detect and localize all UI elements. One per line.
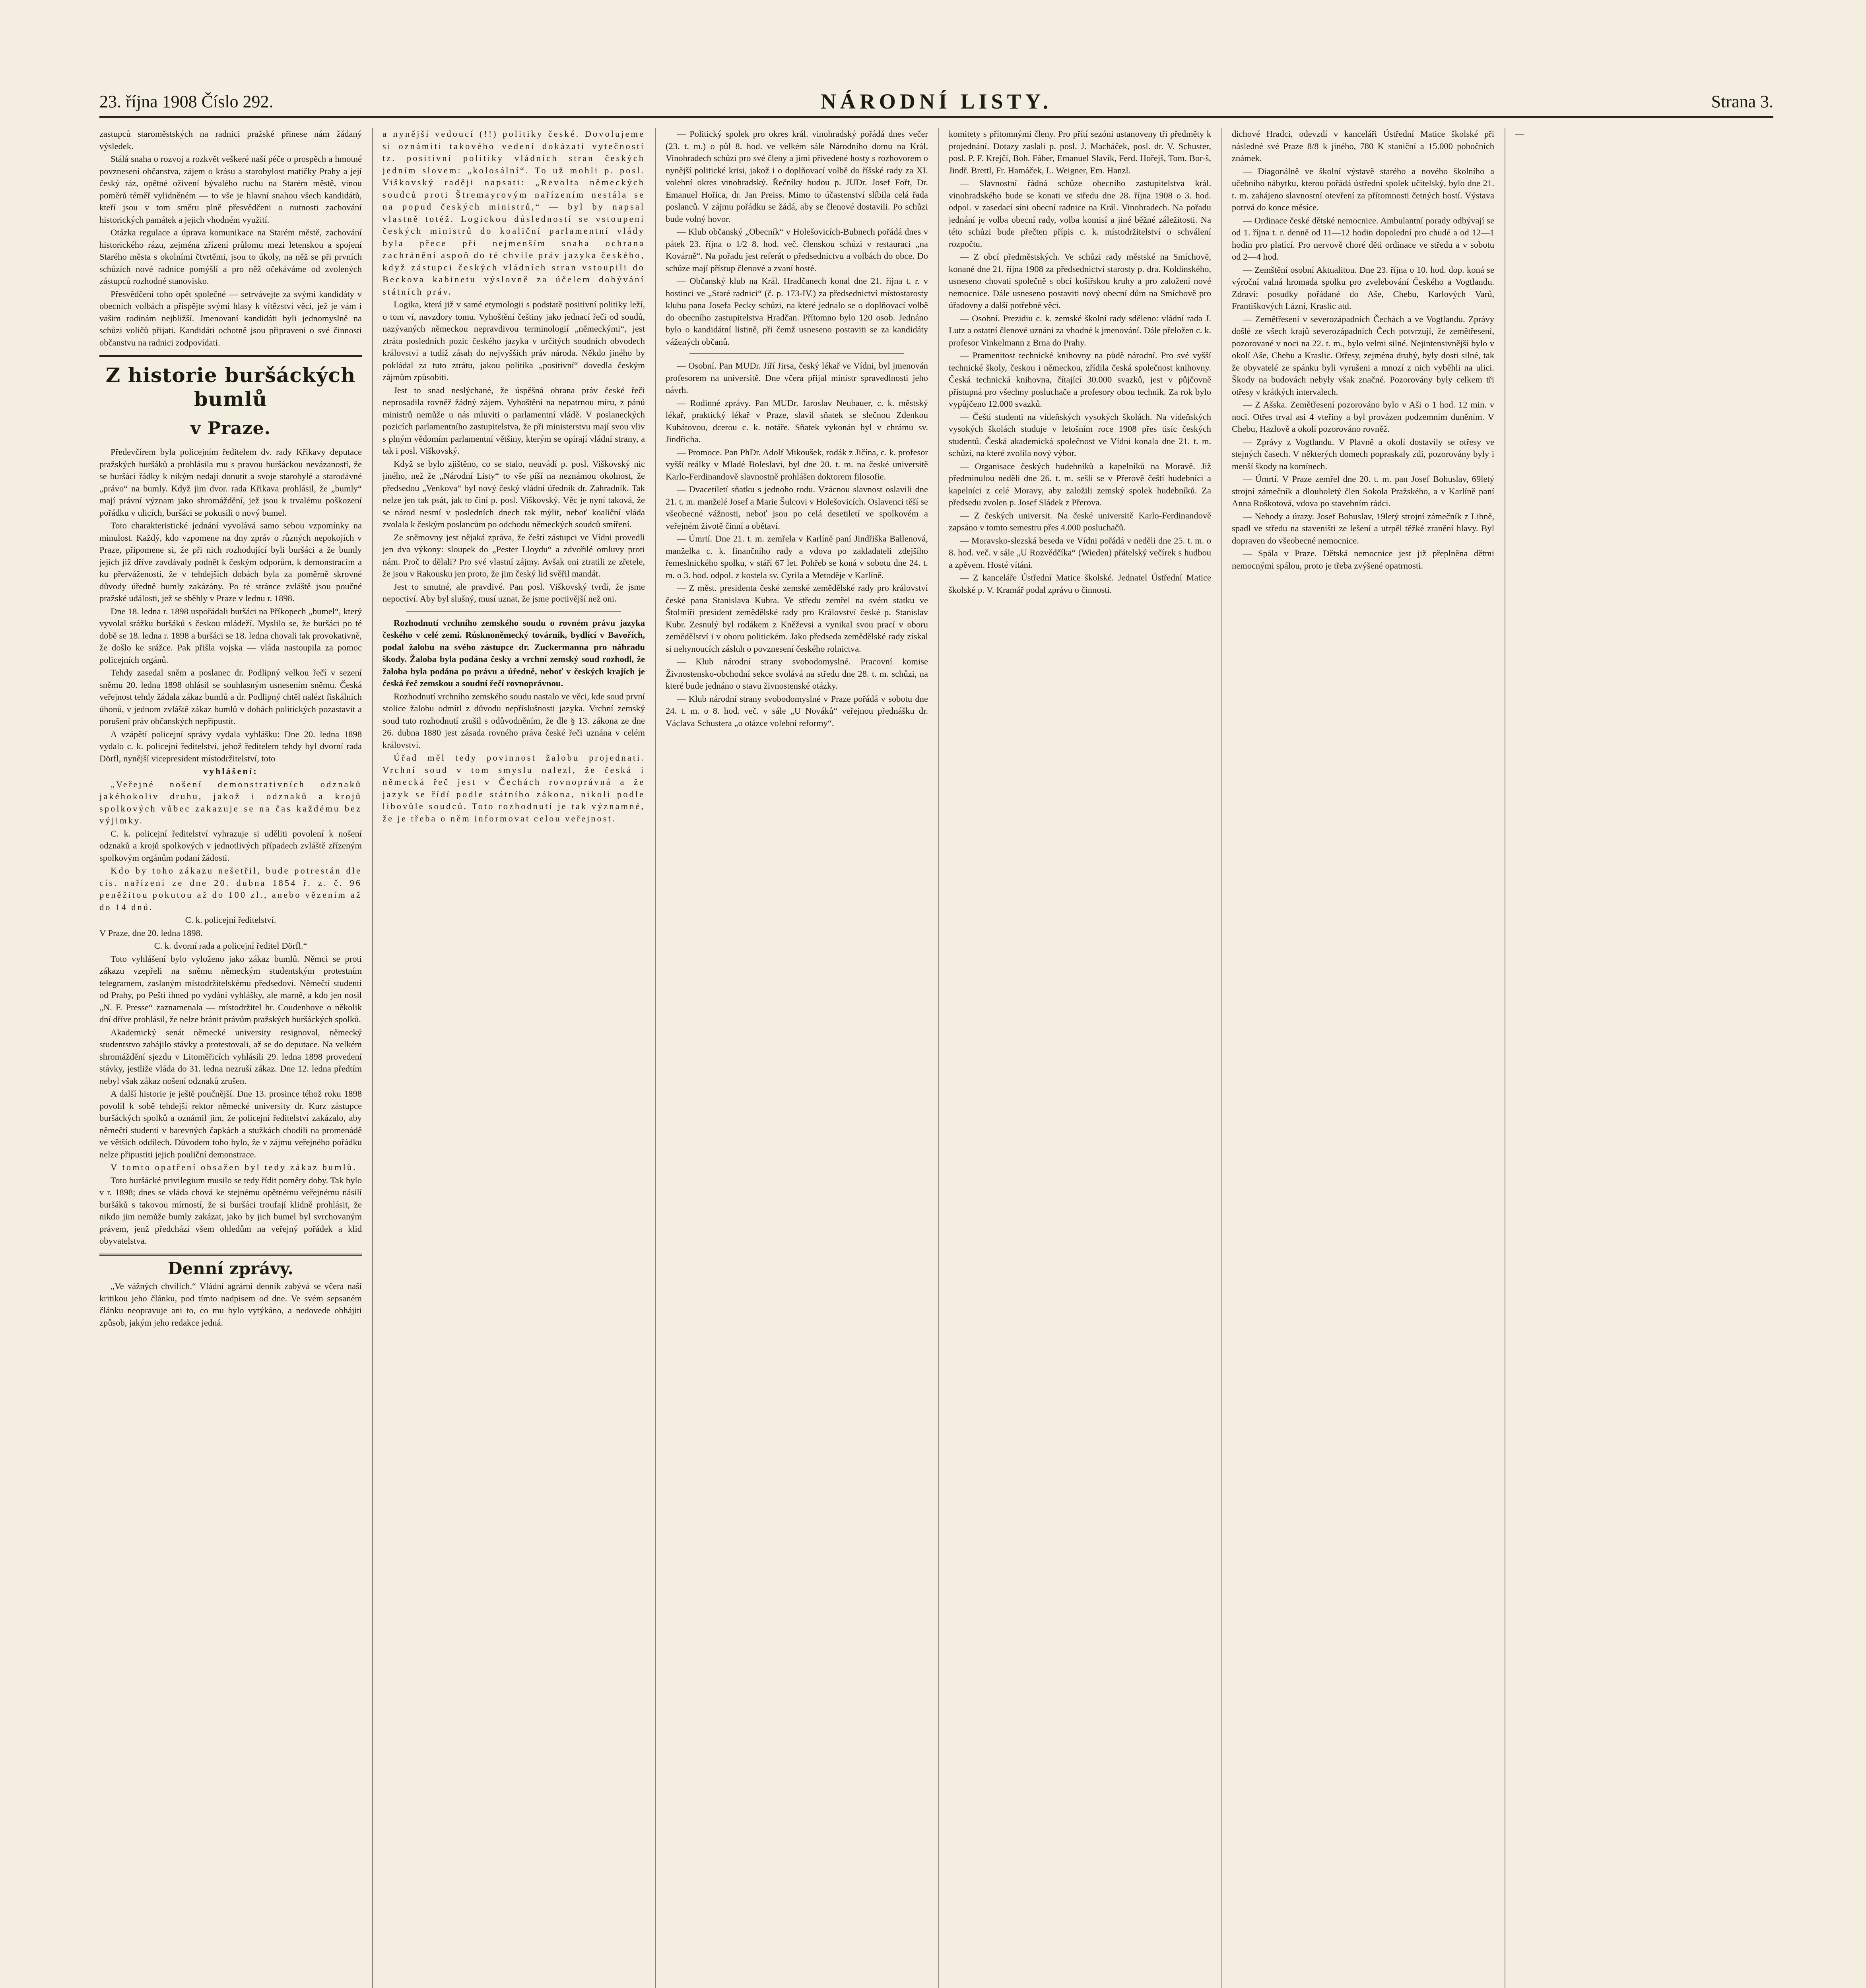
divider xyxy=(689,353,904,354)
paragraph: — Úmrtí. V Praze zemřel dne 20. t. m. pan Josef Bohuslav, 69letý strojní zámečník a dlouholetý člen Sokola Pražského, a v Karlíně paní Anna Roškotová, vdova po stavebním rádci. xyxy=(1232,474,1494,508)
signature: V Praze, dne 20. ledna 1898. xyxy=(99,928,203,938)
paragraph: Otázka regulace a úprava komunikace na Starém městě, zachování historického rázu, zejména zřízení průlomu mezi letenskou a spojení Starého města s okolními čtvrtěmi, jsou to úkoly, na něž se při prvních schůzích nové radnice pomýšlí a pro něž očekáváme od zvolených zástupců rozhodné stanovisko. xyxy=(99,227,362,286)
paragraph: — Politický spolek pro okres král. vinohradský pořádá dnes večer (23. t. m.) o půl 8. hod. ve velkém sále Národního domu na Král. Vinohradech schůzi pro své členy a jimi přivedené hosty s rozhovorem o nynější politické krisi, jakož i o doplňovací volbě do říšské rady za XI. volební okres vinohradský. Řečníky budou p. JUDr. Josef Fořt, Dr. Emanuel Hořica, dr. Jan Preiss. Mimo to účastenství slíbila celá řada poslanců. V zájmu pořádku se žádá, aby se členové dostavili. Po schůzi bude volný hovor. xyxy=(666,129,928,224)
paragraph: — Ordinace české dětské nemocnice. Ambulantní porady odbývají se od 1. října t. r. denně od 11—12 hodin dopolední pro chudé a od 12—1 hodin pro platící. Pro nervově choré děti ordinace ve středu a v sobotu od 2—4 hod. xyxy=(1232,215,1494,262)
paragraph: — Zprávy z Vogtlandu. V Plavně a okolí dostavily se otřesy ve stejných časech. V některých domech popraskaly zdi, pozorovány byly i menší škody na komínech. xyxy=(1232,437,1494,471)
masthead: NÁRODNÍ LISTY. xyxy=(820,89,1052,113)
paragraph: — Občanský klub na Král. Hradčanech konal dne 21. října t. r. v hostinci ve „Staré radnici“ (č. p. 173-IV.) za předsednictví místostarosty klubu pana Josefa Pecky schůzi, na které jednalo se o doplňovací volbě do obecního zastupitelstva Hradčan. Přítomno bylo 120 osob. Jednáno bylo o kandidátní listině, při čemž usneseno postaviti se za kandidáty vážených občanů. xyxy=(666,276,928,347)
paragraph: — Z Ašska. Zemětřesení pozorováno bylo v Aši o 1 hod. 12 min. v noci. Otřes trval asi 4 vteřiny a byl provázen podzemním duněním. V Chebu, Hazlově a okolí pozorováno rovněž. xyxy=(1232,400,1494,434)
column-5 xyxy=(1232,128,1494,1988)
paragraph: „Veřejné nošení demonstrativních odznaků jakéhokoliv druhu, jakož i odznaků a krojů spolkových vůbec zakazuje se na čas každému bez výjimky. xyxy=(99,779,362,825)
paragraph: — Pramenitost technické knihovny na půdě národní. Pro své vyšší technické školy, českou i německou, zřídila česká společnost knihovny. Česká technická knihovna, čítající 30.000 svazků, jest v půjčovně přístupná pro všechny posluchače a profesory obou technik. Za rok bylo vypůjčeno 12.000 svazků. xyxy=(949,350,1211,409)
paragraph: — Úmrtí. Dne 21. t. m. zemřela v Karlíně paní Jindřiška Ballenová, manželka c. k. finančního rady a vdova po zakladateli zdejšího řemeslnického spolku, v stáří 67 let. Pohřeb se koná v sobotu dne 24. t. m. o 3. hod. odpol. z kostela sv. Cyrila a Metoděje v Karlíně. xyxy=(666,534,928,580)
paragraph: — Zemštění osobní Aktualitou. Dne 23. října o 10. hod. dop. koná se výroční valná hromada spolku pro zvelebování Českého a Vogtlandu. Zdraví: posudky pořádané do Aše, Chebu, Karlových Varů, Františkových Lázní, Kraslic atd. xyxy=(1232,264,1494,311)
column-rule xyxy=(938,128,939,1988)
paragraph: Rozhodnutí vrchního zemského soudu nastalo ve věci, kde soud první stolice žalobu odmítl z důvodu nepříslušnosti jazyka. Vrchní zemský soud tuto rozhodnutí zrušil s odůvodněním, že dle § 13. zákona ze dne 26. dubna 1880 jest zásada rovného práva české řeči uznána v celém království. xyxy=(383,691,645,750)
column-rule xyxy=(1221,128,1222,1988)
paragraph: A vzápětí policejní správy vydala vyhlášku: Dne 20. ledna 1898 vydalo c. k. policejní ředitelství, jehož ředitelem tehdy byl dvorní rada Dörfl, nynější vicepresident místodržitelství, toto xyxy=(99,729,362,763)
paragraph: Ze sněmovny jest nějaká zpráva, že čeští zástupci ve Vídni provedli jen dva výkony: sloupek do „Pester Lloydu“ a zdvořilé omluvy proti nám. Proč to dělali? Pro své vlastní zájmy. Avšak oni ztratili ze zřetele, že jsou v Rakousku jen proto, že jim český lid svěřil mandát. xyxy=(383,532,645,579)
paragraph: Stálá snaha o rozvoj a rozkvět veškeré naší péče o prospěch a hmotné povznesení občanstva, zájem o krásu a starobylost matičky Prahy a její český ráz, opětné oživení bývalého ruchu na Starém městě, vinou poměrů téměř vylidněném — to vše je hlavní snahou všech kandidátů, kteří jsou v tom směru plně přesvědčeni o nutnosti zachování historických památek a jejich vhodném využití. xyxy=(99,154,362,225)
paragraph: Logika, která již v samé etymologii s podstatě positivní politiky leží, o tom ví, navzdory tomu. Vyhoštění češtiny jako jednací řeči od soudů, nazývaných německou nepravdivou terminologií „německými“, jest ztráta posledních pozic českého jazyka v určitých soudních obvodech království a tudíž zásah do nejvyšších práv národa. Někdo jiného by pokládal za tuto ztrátu, jakou politika „positivní“ dovedla českým zájmům způsobiti. xyxy=(383,299,645,382)
paragraph: a nynější vedoucí (!!) politiky české. Dovolujeme si oznámiti takového vedení dokázati vytečností tz. positivní politiky vládních stran českých jedním slovem: „kolosální“. To už mohli p. posl. Viškovský raději napsati: „Revolta německých soudců proti Štremayrovým nařízením nestála se na popud českých ministrů,“ — byl by napsal vlastně totéž. Logickou důsledností se vstoupení českých ministrů do koaliční parlamentní vlády byla přece při nejmenším snaha ochrana zachránění aspoň do té chvíle práv jazyka českého, když zástupci českých vládních stran vstoupili do Beckova kabinetu výslovně za účelem dobývání státních práv. xyxy=(383,129,645,297)
paragraph: — Klub národní strany svobodomyslné. Pracovní komise Živnostensko-obchodní sekce svolává na středu dne 28. t. m. schůzi, na které bude jednáno o stavu živnostenské otázky. xyxy=(666,656,928,691)
column-6 xyxy=(1515,128,1773,1988)
paragraph: Úřad měl tedy povinnost žalobu projednati. Vrchní soud v tom smyslu nalezl, že česká i německá řeč jest v Čechách rovnoprávná a že jazyk se řídí podle státního zákona, nikoli podle libovůle soudců. Toto rozhodnutí je tak významné, že je třeba o něm informovat celou veřejnost. xyxy=(383,753,645,823)
divider xyxy=(99,1254,362,1256)
paragraph: — Klub občanský „Obecník“ v Holešovicích-Bubnech pořádá dnes v pátek 23. října o 1/2 8. hod. več. členskou schůzi v restauraci „na Kovárně“. Na pořadu jest referát o předsednictvu a volbách do obce. Do schůze mají přístup členové a zvaní hosté. xyxy=(666,227,928,273)
paragraph: Rozhodnutí vrchního zemského soudu o rovném právu jazyka českého v celé zemi. Rúsknoněmecký továrník, bydlící v Bavořích, podal žalobu na svého zástupce dr. Zuckermanna pro náhradu škody. Žaloba byla podána česky a vrchní zemský soud rozhodl, že žaloba byla podána po právu a úředně, neboť v českých krajích je česká řeč zemskou a soudní řečí rovnoprávnou. xyxy=(383,617,645,688)
paragraph: Toto vyhlášení bylo vyloženo jako zákaz bumlů. Němci se proti zákazu vzepřeli na sněmu německým studentským protestním telegramem, zaslaným místodržitelskému předsedovi. Němečtí studenti od Prahy, po Pešti ihned po vydání vyhlášky, ale marně, a kdo jen nosil „N. F. Presse“ zaznamenala — místodržitel hr. Coudenhove o několik dní dříve prohlásil, že nelze bránit právům pražských buršáckých spolků. xyxy=(99,953,362,1024)
paragraph: Akademický senát německé university resignoval, německý studentstvo zahájilo stávky a protestovali, až se do deputace. Na velkém shromáždění sjezdu v Litoměřicích vyhlásili 29. ledna 1898 provedení stávky, jestliže vláda do 31. ledna nezruší zákaz. Dne 12. ledna předtím nebyl však zákaz nošení odznaků zrušen. xyxy=(99,1027,362,1086)
paragraph: Tehdy zasedal sněm a poslanec dr. Podlipný velkou řečí v sezení sněmu 20. ledna 1898 ohlásil se souhlasným usnesením sněmu. Česká veřejnost tehdy žádala zákaz bumlů a dr. Podlipný chtěl nalézt fiskálních úhonů, v jednom zvláště zákaz bumlů v dobách politických pozastavit a porušení práv občanských nepřipustit. xyxy=(99,668,362,726)
column-2 xyxy=(383,128,645,1988)
paragraph: Toto buršácké privilegium musilo se tedy řídit poměry doby. Tak bylo v r. 1898; dnes se vláda chová ke stejnému opětnému veřejnému násilí buršáků s takovou mírností, že si buršáci troufají klidně prohlásit, že nikdo jim nemůže bumly zakázat, jako by jich bumel byl svrchovaným právem, jenž předchází všem ohledům na veřejný pořádek a klid obyvatelstva. xyxy=(99,1175,362,1246)
section-title: Denní zprávy. xyxy=(168,1258,293,1278)
article-subtitle: v Praze. xyxy=(190,418,271,439)
divider xyxy=(99,355,362,357)
paragraph: — Dvacetiletí sňatku s jednoho rodu. Vzácnou slavnost oslavili dne 21. t. m. manželé Josef a Marie Šulcovi v Holešovicích. Oslavenci těší se všeobecné vážnosti, neboť jsou po celá desetiletí ve spolkovém a veřejném životě činní a obětaví. xyxy=(666,484,928,531)
paragraph: V tomto opatření obsažen byl tedy zákaz bumlů. xyxy=(111,1162,357,1172)
paragraph: dichové Hradci, odevzdí v kanceláři Ústřední Matice školské při následné své Praze 8/8 k jiného, 780 K staniční a 15.000 pobočních známek. xyxy=(1232,129,1494,163)
paragraph: Toto charakteristické jednání vyvolává samo sebou vzpomínky na minulost. Každý, kdo vzpomene na dny zpráv o různých nepokojích v Praze, připomene si, že při nich rozhodující byli buršáci a že bumly jejich již dříve zavdávaly podnět k českým odporům, k demonstracím a ku přerváženosti, že v tehdejších dobách byla za poměrně skrovné důvody úředně bumly zakázány. Po té stránce zvláště jsou poučné pražské události, jež se sběhly v Praze v lednu r. 1898. xyxy=(99,520,362,603)
column-rule xyxy=(372,128,373,1988)
page-header xyxy=(99,91,1773,118)
paragraph: — Zemětřesení v severozápadních Čechách a ve Vogtlandu. Zprávy došlé ze všech krajů severozápadních Čech potvrzují, že zemětřesení, pozorované v noci na 22. t. m., bylo velmi silné. Nejintensivnější bylo v okolí Aše, Chebu a Kraslic. Otřesy, zejména druhý, byly dosti silné, tak že obyvatelé ze spánku byli vyrušeni a mnozí z nich vyběhli na ulici. Škody na budovách nebyly však značné. Pozorovány byly celkem tři otřesy v krátkých intervalech. xyxy=(1232,314,1494,397)
paragraph: — Nehody a úrazy. Josef Bohuslav, 19letý strojní zámečník z Libně, spadl ve středu na staveništi ze lešení a utrpěl těžké zranění hlavy. Byl dopraven do všeobecné nemocnice. xyxy=(1232,511,1494,546)
paragraph: — Z českých universit. Na české universitě Karlo-Ferdinandově zapsáno v tomto semestru přes 4.000 posluchačů. xyxy=(949,510,1211,532)
paragraph: — Promoce. Pan PhDr. Adolf Mikoušek, rodák z Jičína, c. k. profesor vyšší reálky v Mladé Boleslavi, byl dne 20. t. m. na české universitě Karlo-Ferdinandově slavnostně prohlášen doktorem filosofie. xyxy=(666,447,928,481)
paragraph: A další historie je ještě poučnější. Dne 13. prosince téhož roku 1898 povolil k sobě tehdejší rektor německé university dr. Kurz zástupce buršáckých spolků a oznámil jim, že policejní ředitelství zakázalo, aby němečtí studenti v barevných čapkách a stužkách chodili na promenádě ve větších oddílech. Důvodem toho bylo, že v zájmu veřejného pořádku nelze připustiti jejich pouliční demonstrace. xyxy=(99,1089,362,1159)
paragraph: Když se bylo zjištěno, co se stalo, neuvádí p. posl. Viškovský nic jiného, než že „Národní Listy“ to vše píší na neznámou okolnost, že předsedou „Venkova“ byl nový český vládní úředník dr. Zahradník. Tak nelze jen tak psát, jak to činí p. posl. Viškovský. Věc je nyní taková, že se národ nesmí v posledních dnech tak mýlit, neboť koaliční vláda zvolala k českým poslancům po odchodu německých soudců smíření. xyxy=(383,458,645,529)
column-rule xyxy=(655,128,656,1988)
issue-date: 23. října 1908 Číslo 292. xyxy=(99,92,274,111)
columns xyxy=(99,128,1773,1988)
divider xyxy=(406,611,621,612)
paragraph: — Čeští studenti na vídeňských vysokých školách. Na vídeňských vysokých školách studuje v letošním roce 1908 přes tisíc českých studentů. Česká akademická společnost ve Vídni konala dne 21. t. m. schůzi, na které zvolila nový výbor. xyxy=(949,412,1211,458)
column-3 xyxy=(666,128,928,1988)
paragraph: — Moravsko-slezská beseda ve Vídni pořádá v neděli dne 25. t. m. o 8. hod. več. v sále „U Rozvědčíka“ (Wieden) přátelský večírek s hudbou a zpěvem. Hosté vítáni. xyxy=(949,535,1211,570)
signature: C. k. policejní ředitelství. xyxy=(185,915,276,925)
paragraph: — Spála v Praze. Dětská nemocnice jest již přeplněna dětmi nemocnými spálou, proto je třeba zvýšené opatrnosti. xyxy=(1232,548,1494,571)
paragraph: — Z kanceláře Ústřední Matice školské. Jednatel Ústřední Matice školské p. V. Kramář podal zprávu o činnosti. xyxy=(949,573,1211,595)
paragraph: — Z měst. presidenta české zemské zemědělské rady pro království české pana Stanislava Kubra. Ve středu zemřel na svém statku ve Štolmíři president zemědělské rady pro Království české p. Stanislav Kubr. Zesnulý byl rodákem z Kněževsi a vynikal svou prací v oboru zemědělství i v oboru politickém. Jako předseda zemědělské rady získal si nehynoucích zásluh o povznesení českého rolnictva. xyxy=(666,583,928,654)
paragraph: Předevčírem byla policejním ředitelem dv. rady Křikavy deputace pražských buršáků a prohlásila mu s pravou buršáckou nevázaností, že se buršáci řádky k nikým nedají donutit a svoje starobylé a starodávné „právo“ na bumly. Když jim dvor. rada Křikava prohlásil, že „bumly“ mají právní význam jako shromáždění, jež jsou k trvalému poškození pořádku v ulicích, buršáci se pokusili o nový bumel. xyxy=(99,447,362,518)
page-number: Strana 3. xyxy=(1711,92,1773,111)
paragraph: — xyxy=(1515,129,1524,139)
paragraph: C. k. policejní ředitelství vyhrazuje si uděliti povolení k nošení odznaků a krojů spolkových v jednotlivých případech zvláště zřízeným spolkovým orgánům podaní žádosti. xyxy=(99,828,362,863)
article-title: Z historie buršáckých bumlů xyxy=(105,363,356,411)
paragraph: — Rodinné zprávy. Pan MUDr. Jaroslav Neubauer, c. k. městský lékař, praktický lékař v Praze, slavil sňatek se slečnou Zdenkou Kubátovou, dcerou c. k. notáře. Sňatek vykonán byl v chrámu sv. Jindřicha. xyxy=(666,398,928,444)
paragraph: Jest to snad neslýchané, že úspěšná obrana práv české řeči neprosadila rovněž žádný zájem. Vyhoštění na nepatrnou míru, z pánů ministrů nemůže u nás mluviti o parlamentní vládě. V poslaneckých pozicích parlamentního zastupitelstva, že při ministerstvu mají svou vliv s plným vědomím parlamentní většiny, kterým se opírají vládní strany, a tak i posl. Viškovský. xyxy=(383,385,645,456)
paragraph: — Slavnostní řádná schůze obecního zastupitelstva král. vinohradského bude se konati ve středu dne 28. října 1908 o 3. hod. odpol. v zasedací síni obecní radnice na Král. Vinohradech. Na pořadu jednání je volba obecní rady, volba komisí a jiné běžné záležitosti. Na této schůzi bude přečten přípis c. k. místodržitelství o schválení rozpočtu. xyxy=(949,178,1211,249)
paragraph: Dne 18. ledna r. 1898 uspořádali buršáci na Příkopech „bumel“, který vyvolal srážku buršáků s českou mládeží. Myslilo se, že buršáci po té době se 18. ledna r. 1898 a buršáci se 18. ledna chovali tak provokativně, že došlo ke srážce. Pak přišla vojska — vláda nastoupila za pomoc policejních orgánů. xyxy=(99,606,362,665)
paragraph: zastupců staroměstských na radnici pražské přinese nám žádaný výsledek. xyxy=(99,129,362,151)
paragraph: komitety s přítomnými členy. Pro přítí sezóni ustanoveny tři předměty k projednání. Dotazy zaslali p. posl. J. Macháček, posl. dr. V. Schuster, posl. P. F. Krejčí, Boh. Fáber, Emanuel Slavík, Ferd. Hořejš, Tom. Bor-š, Jindř. Brettl, Fr. Hamáček, L. Weigner, Em. Hanzl. xyxy=(949,129,1211,175)
signature: C. k. dvorní rada a policejní ředitel Dörfl.“ xyxy=(154,941,307,951)
paragraph: „Ve vážných chvílích.“ Vládní agrární denník zabývá se včera naší kritikou jeho článku, pod tímto nadpisem od dne. Ve svém sepsaném článku neopravuje ani to, co mu bylo vytýkáno, a nedovede obhájiti způsob, jakým jeho redakce jedná. xyxy=(99,1281,362,1328)
column-1 xyxy=(99,128,362,1988)
paragraph: — Osobní. Pan MUDr. Jiří Jirsa, český lékař ve Vídni, byl jmenován profesorem na universitě. Dne včera přijal ministr spravedlnosti jeho návrh. xyxy=(666,361,928,395)
column-4 xyxy=(949,128,1211,1988)
paragraph: Přesvědčení toho opět společné — setrvávejte za svými kandidáty v obecních volbách a přispějte svými hlasy k vítězství věci, jež je vám i vašim rodinám nejbližší. Jmenovaní kandidáti byli jednomyslně na schůzi voličů přijati. Kandidáti ochotně jsou připraveni o své činnosti občanstvu na radnici zodpovídati. xyxy=(99,289,362,348)
paragraph: — Z obcí předměstských. Ve schůzi rady městské na Smíchově, konané dne 21. října 1908 za předsednictví starosty p. dra. Koldinského, usneseno chovati společně s obcí košířskou kruhy a pro založení nové nemocnice. Dále usneseno postaviti nový obecní dům na Smíchově pro úřadovny a další potřebné věci. xyxy=(949,252,1211,310)
paragraph: Kdo by toho zákazu nešetřil, bude potrestán dle cís. nařízení ze dne 20. dubna 1854 ř. z. č. 96 peněžitou pokutou až do 100 zl., anebo vězením až do 14 dnů. xyxy=(99,866,362,912)
paragraph: — Klub národní strany svobodomyslné v Praze pořádá v sobotu dne 24. t. m. o 8. hod. več. v sále „U Nováků“ veřejnou přednášku dr. Václava Schustera „o otázce volební reformy“. xyxy=(666,693,928,728)
paragraph: — Organisace českých hudebníků a kapelníků na Moravě. Již předminulou neděli dne 26. t. m. sešli se v Přerově čeští hudebníci a kapelníci z celé Moravy, aby založili zemský spolek hudebníků. Za předsedu zvolen p. Josef Sládek z Přerova. xyxy=(949,461,1211,507)
paragraph: — Diagonálně ve školní výstavě starého a nového školního a učebního nábytku, kterou pořádá ústřední spolek učitelský, bylo dne 21. t. m. zahájeno slavnostní otevření za přítomnosti četných hostí. Výstava potrvá do konce měsíce. xyxy=(1232,166,1494,212)
paragraph: — Osobní. Prezidiu c. k. zemské školní rady sděleno: vládní rada J. Lutz a ostatní členové uznáni za vhodné k jmenování. Dále přeložen c. k. profesor Vinkelmann z Brna do Prahy. xyxy=(949,313,1211,348)
paragraph: Jest to smutné, ale pravdivé. Pan posl. Viškovský tvrdí, že jsme nepoctiví. Aby byl slušný, musí uznat, že jsme poctivější než oni. xyxy=(383,581,645,604)
proclamation-title: vyhlášení: xyxy=(203,766,258,776)
